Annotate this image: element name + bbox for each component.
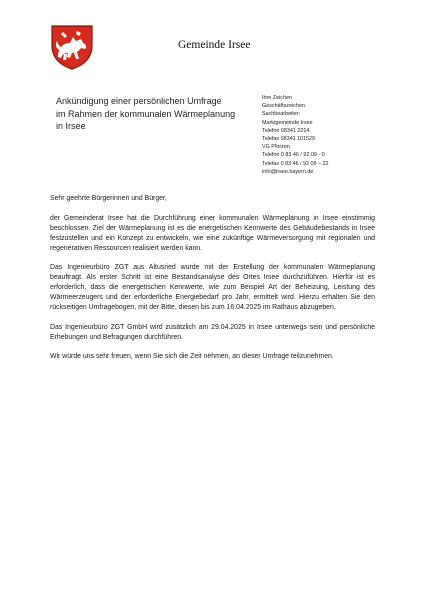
municipality-name: Gemeinde Irsee [178,39,251,51]
paragraph: Das Ingenieurbüro ZGT aus Altusried wurde mit der Erstellung der kommunalen Wärmeplanung beauftragt. Als erster Schritt ist eine Bestandsanalyse des Ortes Irsee durchzuführen. Hierfür ist es erforderlich, dass die energetischen Kennwerte, wie zum Beispiel Art der Beheizung, Leistung des Wärmeerzeugers und der erforderliche Energiebedarf pro Jahr, ermittelt wird. Hierzu erhalten Sie den rückseitigen Umfragebogen, mit der Bitte, diesen bis zum 16.04.2025 im Rathaus abzugeben. [50,264,375,311]
subject-line: Ankündigung einer persönlichen Umfrage [56,96,222,106]
file-reference-label: Geschäftszeichen [262,103,305,110]
letter-body [50,194,375,372]
municipality-contact: Marktgemeinde Irsee [262,119,313,126]
fax-administration: Telefax 0 83 46 / 92 09 – 22 [262,160,329,167]
subject-line: im Rahmen der kommunalen Wärmeplanung [56,108,236,119]
clerk-label: Sachbearbeiter: [262,111,301,118]
your-reference-label: Ihre Zeichen [262,95,292,101]
contact-sidebar [262,94,382,176]
phone-municipality: Telefon 08341 2214 [262,127,310,134]
letter-subject [56,95,256,133]
administration-name: VG Pforzen [262,144,290,151]
subject-line: in Irsee [56,121,86,132]
paragraph: Das Ingenieurbüro ZGT GmbH wird zusätzlich am 29.04.2025 in Irsee unterwegs sein und persönliche Erhebungen und Befragungen durchführen. [50,323,375,341]
fax-municipality: Telefax 08341 101529 [262,136,316,143]
phone-administration: Telefon 0 83 46 / 92 09 - 0 [262,152,325,159]
paragraph: Wir würde uns sehr freuen, wenn Sie sich die Zeit nehmen, an dieser Umfrage teilzunehmen. [50,353,334,360]
email-address: info@irsee.bayern.de [262,168,314,175]
coat-of-arms-icon [50,24,94,70]
salutation: Sehr geehrte Bürgerinnen und Bürger, [50,195,167,202]
paragraph: der Gemeinderat Irsee hat die Durchführung einer kommunalen Wärmeplanung in Irsee einstimmig beschlossen. Ziel der Wärmeplanung ist es die energetischen Kennwerte des Gebäudebestands in Irsee festzustellen und ein Konzept zu entwickeln, wie eine zukünftige Wärmeversorgung mit regionalen und regenerativen Ressourcen realisiert werden kann. [50,214,375,252]
